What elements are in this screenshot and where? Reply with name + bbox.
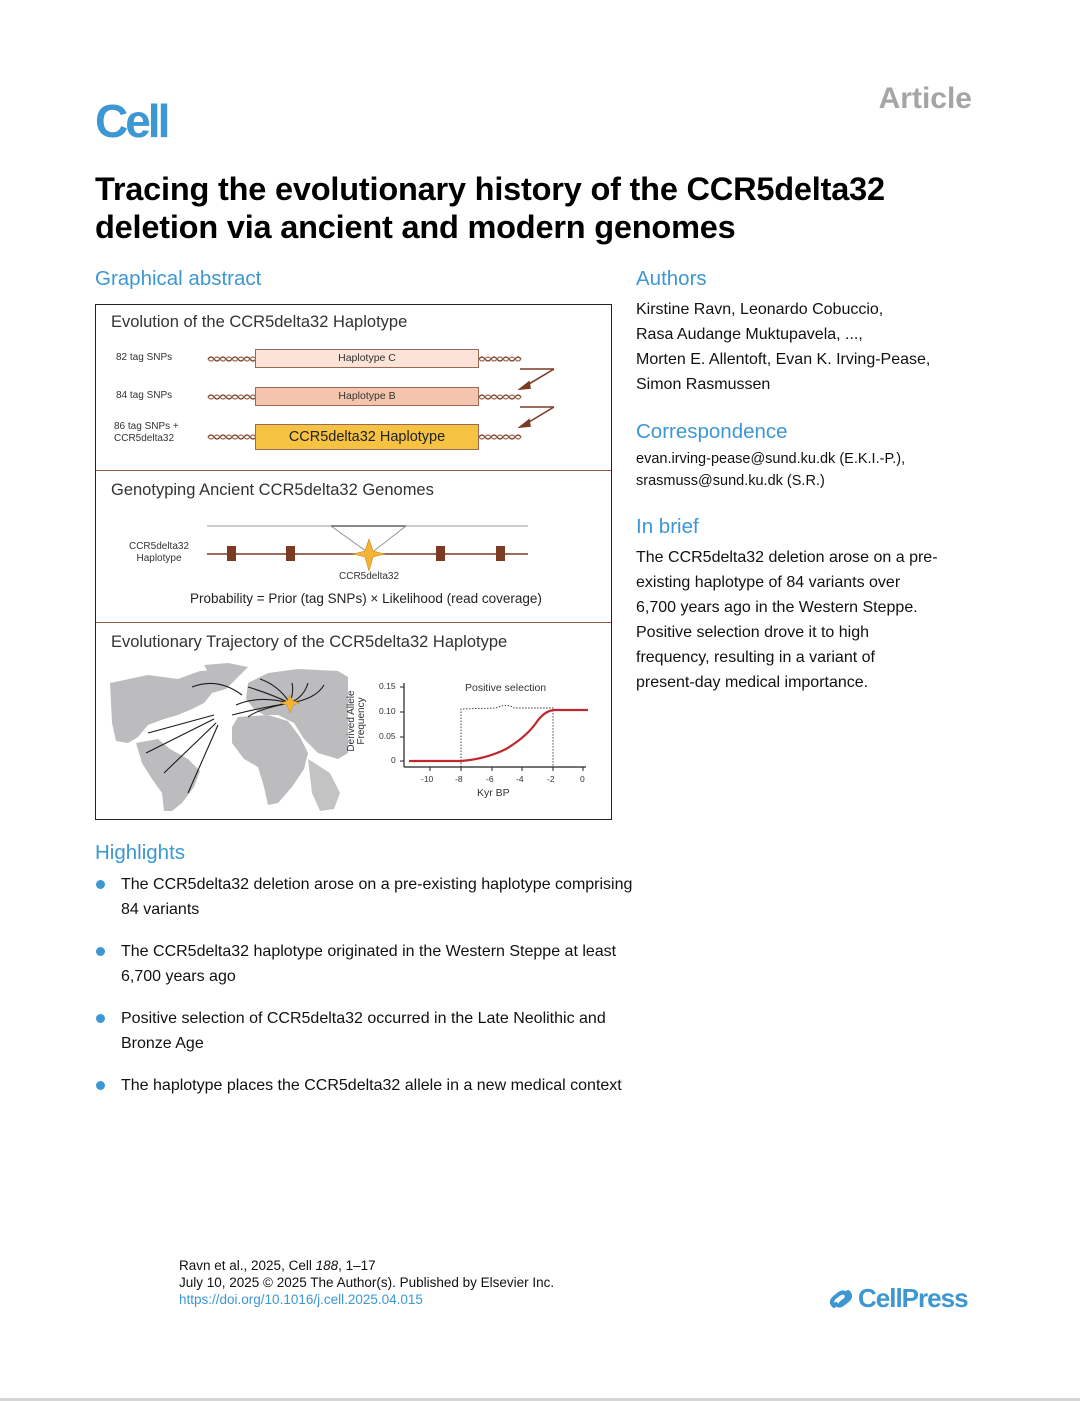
citation-volume: 188: [315, 1258, 339, 1273]
haplotype-label-line1: CCR5delta32: [128, 541, 190, 552]
haplotype-label-line2: Haplotype: [136, 553, 182, 564]
doi-link[interactable]: https://doi.org/10.1016/j.cell.2025.04.015: [179, 1292, 423, 1307]
ccr5delta32-star-icon: [353, 539, 385, 571]
row3-label-line1: 86 tag SNPs +: [114, 421, 179, 432]
y-tick-010: 0.10: [379, 706, 396, 716]
in-brief-heading: In brief: [636, 515, 699, 538]
citation-pages: , 1–17: [338, 1258, 376, 1273]
cell-journal-logo: Cell: [95, 95, 168, 147]
y-tick-005: 0.05: [379, 731, 396, 741]
highlight-item: [95, 939, 635, 989]
email-link[interactable]: srasmuss@sund.ku.dk (S.R.): [636, 473, 825, 489]
x-tick-0: 0: [580, 774, 585, 784]
x-tick-neg10: -10: [421, 774, 434, 784]
y-tick-0: 0: [391, 755, 396, 765]
graphical-abstract-figure: [95, 304, 612, 820]
row2-label: 84 tag SNPs: [116, 390, 173, 401]
probability-formula: Probability = Prior (tag SNPs) × Likelihood (read coverage): [190, 591, 542, 606]
citation-line: [179, 1257, 554, 1274]
in-brief-line: present-day medical importance.: [636, 674, 869, 691]
chart-xlabel: Kyr BP: [477, 787, 510, 799]
y-tick-015: 0.15: [379, 681, 396, 691]
publication-date-line: July 10, 2025 © 2025 The Author(s). Published by Elsevier Inc.: [179, 1275, 555, 1290]
citation-footer: [179, 1257, 554, 1308]
author-line: Simon Rasmussen: [636, 376, 771, 393]
correspondence-heading: Correspondence: [636, 420, 788, 443]
panel2-title: Genotyping Ancient CCR5delta32 Genomes: [111, 481, 434, 499]
article-title: Tracing the evolutionary history of the CCR5delta32 deletion via ancient and modern genomes: [95, 171, 885, 245]
bullet-icon: [96, 1081, 105, 1090]
haplotype-b-bar: Haplotype B: [255, 387, 479, 406]
in-brief-line: The CCR5delta32 deletion arose on a pre-: [636, 549, 938, 566]
x-tick-neg2: -2: [547, 774, 555, 784]
in-brief-line: existing haplotype of 84 variants over: [636, 574, 901, 591]
cellpress-wordmark: CellPress: [858, 1283, 968, 1313]
highlight-text: The haplotype places the CCR5delta32 allele in a new medical context: [121, 1077, 622, 1094]
x-tick-neg6: -6: [486, 774, 494, 784]
in-brief-line: frequency, resulting in a variant of: [636, 649, 875, 666]
email-link[interactable]: evan.irving-pease@sund.ku.dk (E.K.I.-P.),: [636, 451, 906, 467]
highlights-heading: Highlights: [95, 841, 186, 864]
bullet-icon: [96, 1014, 105, 1023]
cellpress-mark-icon: [828, 1286, 854, 1312]
bullet-icon: [96, 880, 105, 889]
author-line: Morten E. Allentoft, Evan K. Irving-Pease,: [636, 351, 931, 368]
panel1-title: Evolution of the CCR5delta32 Haplotype: [111, 313, 408, 331]
author-line: Rasa Audange Muktupavela, ...,: [636, 326, 863, 343]
star-label: CCR5delta32: [339, 571, 400, 582]
panel3-title: Evolutionary Trajectory of the CCR5delta32 Haplotype: [111, 633, 508, 651]
in-brief-line: Positive selection drove it to high: [636, 624, 870, 641]
highlights-list: [95, 872, 635, 1115]
in-brief-line: 6,700 years ago in the Western Steppe.: [636, 599, 918, 616]
highlight-item: [95, 1006, 635, 1056]
highlight-text: The CCR5delta32 deletion arose on a pre-existing haplotype comprising 84 variants: [121, 876, 633, 918]
x-tick-neg4: -4: [516, 774, 524, 784]
row3-label-line2: CCR5delta32: [114, 433, 175, 444]
panel-divider: [96, 622, 611, 623]
bullet-icon: [96, 947, 105, 956]
correspondence-emails: [636, 448, 981, 492]
row1-label: 82 tag SNPs: [116, 352, 173, 363]
highlight-text: Positive selection of CCR5delta32 occurred in the Late Neolithic and Bronze Age: [121, 1010, 606, 1052]
positive-selection-annotation: Positive selection: [465, 682, 547, 694]
haplotype-c-bar: Haplotype C: [255, 349, 479, 368]
highlight-text: The CCR5delta32 haplotype originated in the Western Steppe at least 6,700 years ago: [121, 943, 617, 985]
chart-ylabel: Derived Allele Frequency: [346, 690, 367, 752]
world-map-migration-icon: [108, 663, 348, 811]
x-tick-neg8: -8: [455, 774, 463, 784]
authors-heading: Authors: [636, 267, 707, 290]
highlight-item: [95, 1073, 635, 1098]
article-type-label: Article: [878, 82, 972, 115]
graphical-abstract-heading: Graphical abstract: [95, 267, 262, 290]
author-line: Kirstine Ravn, Leonardo Cobuccio,: [636, 301, 884, 318]
highlight-item: [95, 872, 635, 922]
in-brief-text: [636, 545, 981, 695]
ccr5delta32-haplotype-bar: CCR5delta32 Haplotype: [255, 424, 479, 450]
cellpress-logo: [828, 1283, 968, 1314]
authors-list: [636, 297, 981, 397]
citation-authors: Ravn et al., 2025, Cell: [179, 1258, 316, 1273]
panel-divider: [96, 470, 611, 471]
